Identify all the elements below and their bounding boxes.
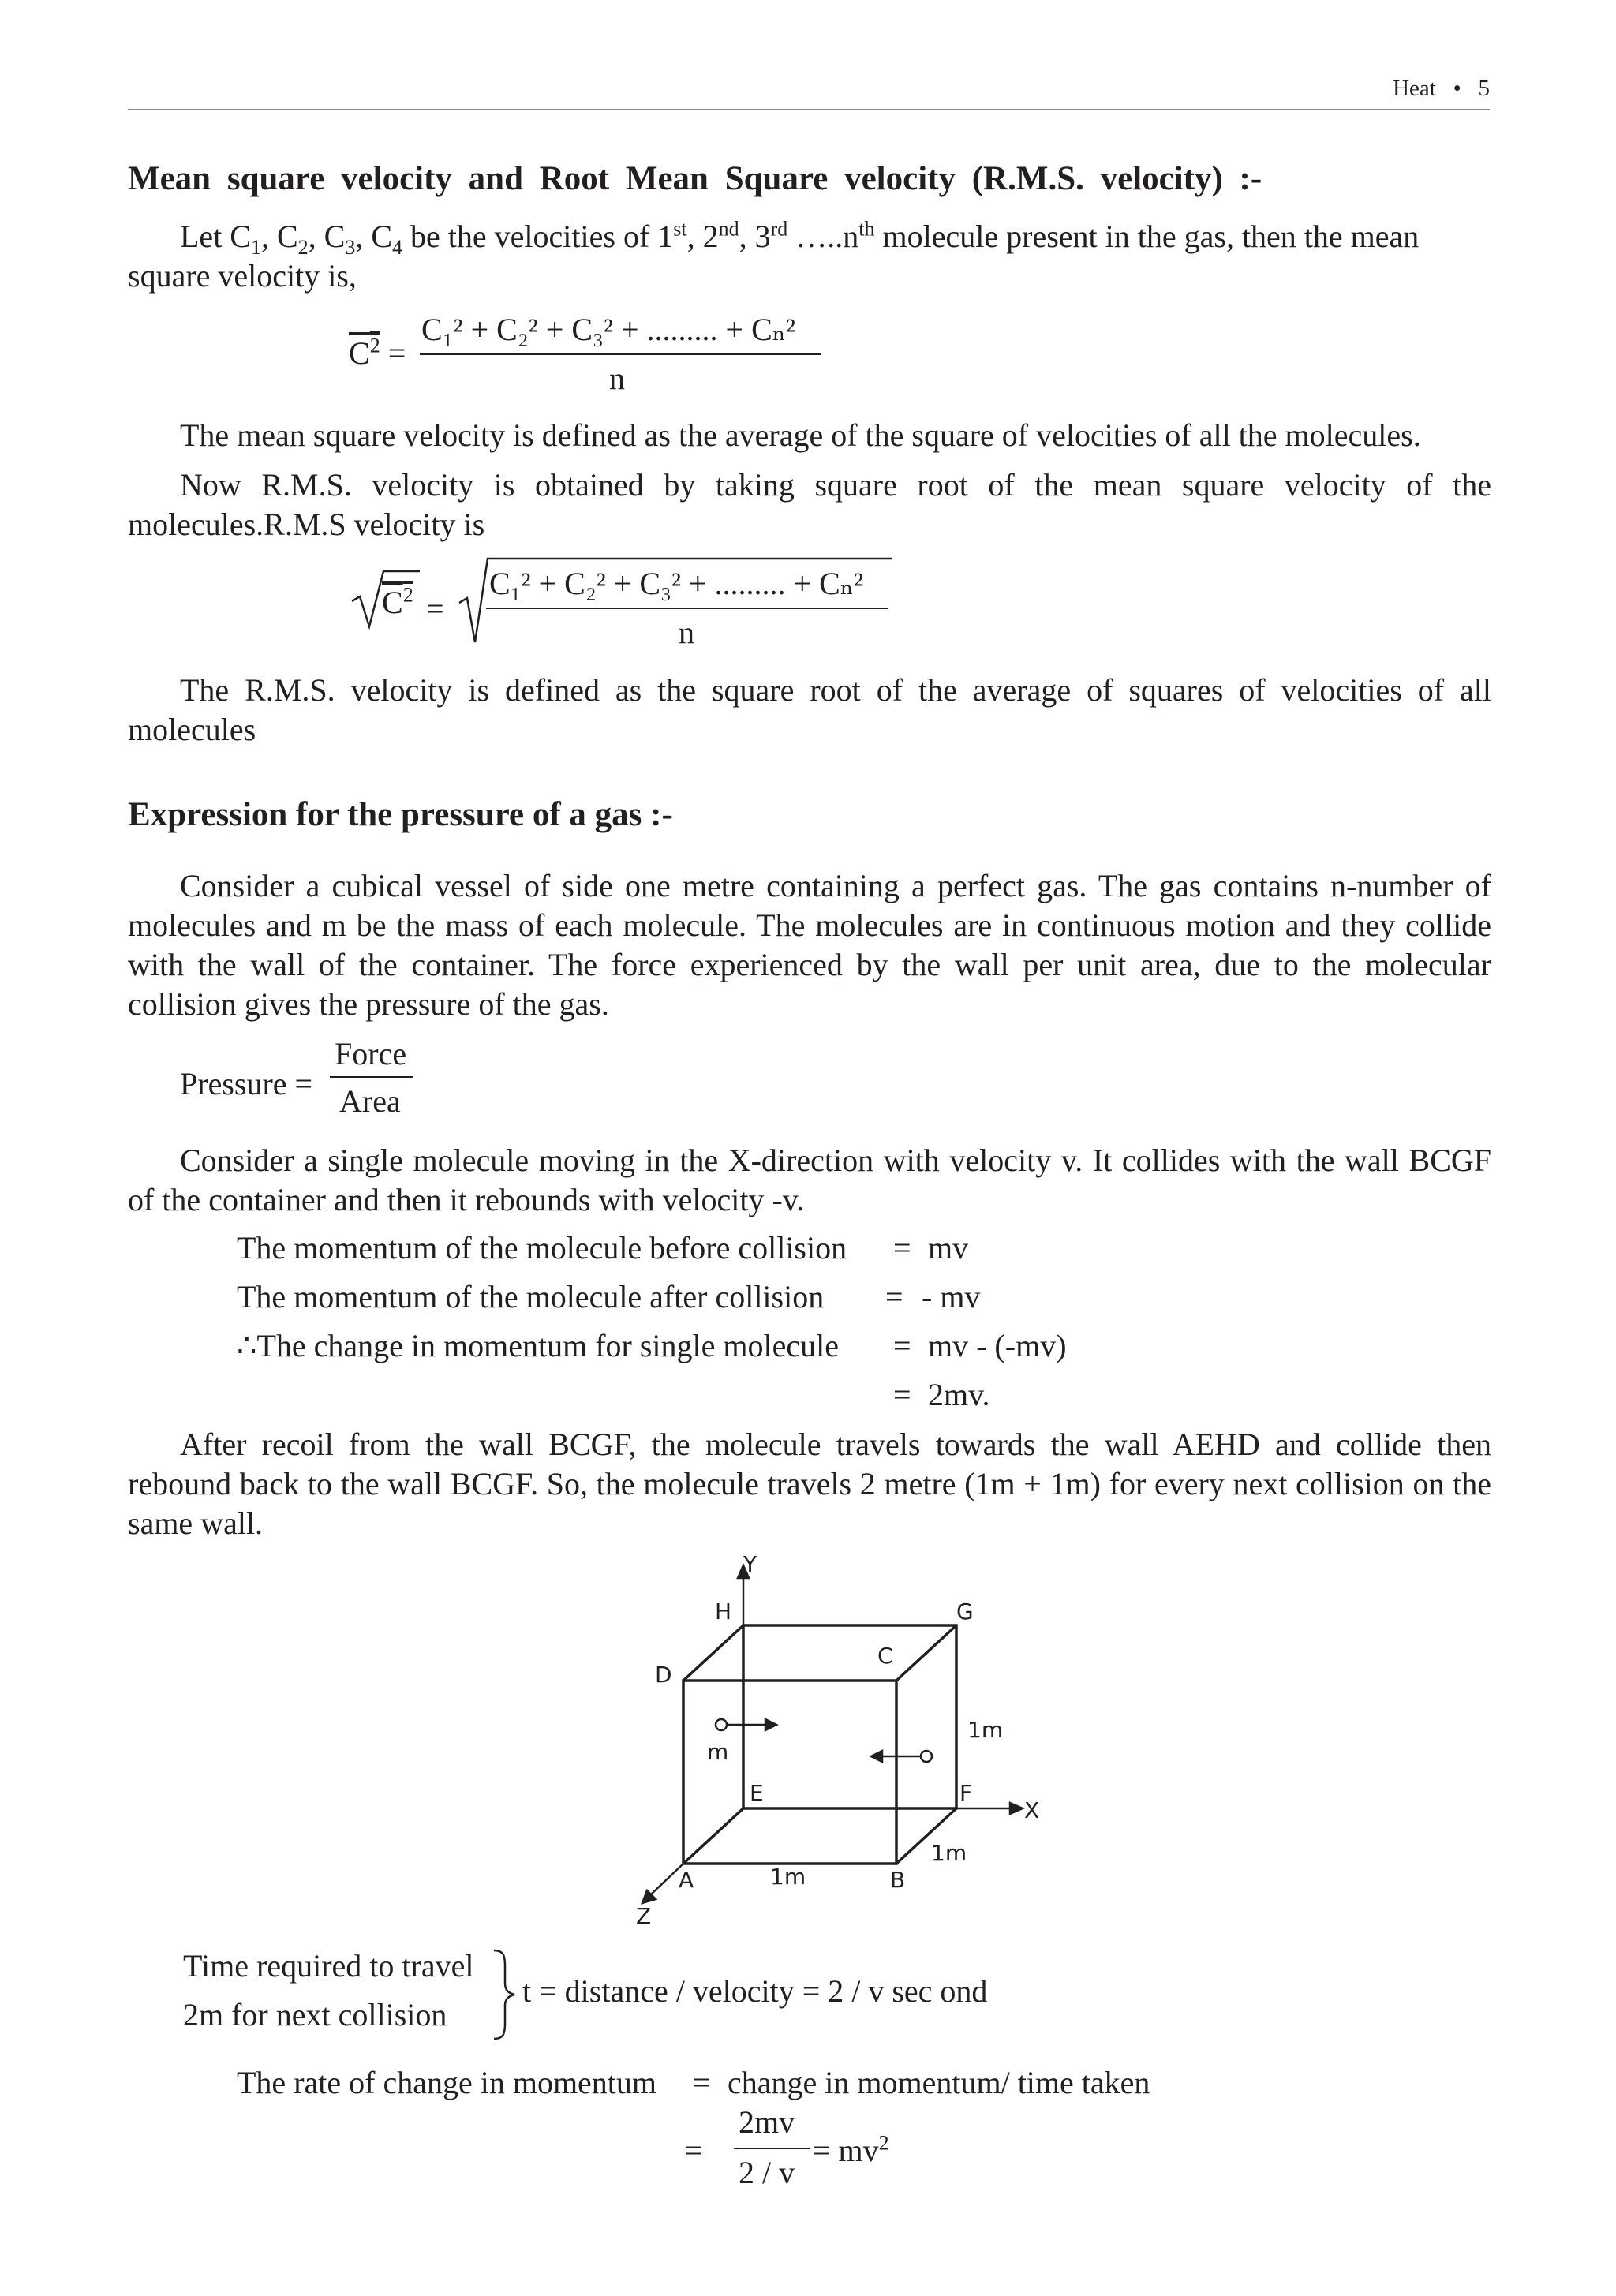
label-Y: Y [743, 1551, 758, 1577]
momentum-change-eq: = [893, 1328, 911, 1363]
eq2-lhs: $C^2$ [382, 583, 413, 620]
header-bullet: • [1453, 76, 1461, 101]
label-Z: Z [636, 1903, 652, 1929]
momentum-change-label: ∴The change in momentum for single molecule [237, 1328, 840, 1363]
eq2-fraction-bar [486, 608, 888, 609]
momentum-change-value2: 2mv. [928, 1377, 990, 1412]
cube-front-face [683, 1681, 896, 1864]
molecule-right-arrow [871, 1751, 882, 1762]
momentum-before-eq: = [893, 1230, 911, 1266]
momentum-change-eq2: = [893, 1377, 911, 1412]
cube-diagram [615, 1546, 1057, 1941]
label-F: F [960, 1780, 973, 1806]
curly-brace [489, 1947, 521, 2042]
rate-value: change in momentum/ time taken [728, 2065, 1150, 2100]
para-mean-square-def: The mean square velocity is defined as the average of the square of velocities of all the molecules. [180, 417, 1421, 453]
section-heading-pressure: Expression for the pressure of a gas :- [128, 796, 673, 833]
momentum-change-value: mv - (-mv) [928, 1328, 1067, 1363]
eq2-numerator: C₁² + C₂² + C₃² + ......... + Cₙ² [489, 566, 864, 601]
label-A: A [679, 1867, 694, 1893]
rate2-denominator: 2 / v [739, 2155, 795, 2190]
time-expression: t = distance / velocity = 2 / v sec ond [522, 1973, 988, 2009]
header-rule [128, 109, 1490, 110]
para-velocities-line1: Let $C_1$, $C_2$, $C_3$, $C_4$ be the velocities of 1st, 2nd, 3rd $\dots..n^{th}$ molecule present in the gas, then the mean [180, 217, 1420, 259]
para-cubical-vessel: Consider a cubical vessel of side one metre containing a perfect gas. The gas contains n-number of molecules and m be the mass of each molecule. The molecules are in continuous motion and they collide with the wall of the container. The force experienced by the wall per unit area, due to the molecular collision gives the pressure of the gas. [128, 868, 1491, 1022]
label-length-front: 1m [931, 1840, 967, 1866]
para-velocities-line2: square velocity is, [128, 258, 357, 294]
molecule-left [716, 1719, 727, 1730]
pressure-denominator: Area [339, 1083, 401, 1119]
label-m: m [707, 1739, 729, 1765]
running-head: Heat [1393, 76, 1436, 101]
rate2-eq: = [685, 2133, 703, 2168]
para-rms-intro: Now R.M.S. velocity is obtained by taking square root of the mean square velocity of the molecules.R.M.S velocity is [128, 467, 1491, 542]
eq1-denominator: n [609, 361, 625, 396]
section-heading-rms: Mean square velocity and Root Mean Square velocity (R.M.S. velocity) :- [128, 160, 1262, 197]
label-C: C [877, 1643, 893, 1669]
para-single-molecule: Consider a single molecule moving in the X-direction with velocity v. It collides with the wall BCGF of the container and then it rebounds with velocity -v. [128, 1142, 1491, 1217]
rate2-rhs: = $mv^2$ [813, 2131, 889, 2168]
momentum-after-value: - mv [922, 1279, 981, 1314]
pressure-fraction-bar [330, 1076, 413, 1078]
cube-back-face [743, 1625, 956, 1808]
label-length-right: 1m [967, 1717, 1004, 1743]
pressure-label: Pressure = [180, 1066, 313, 1101]
eq2-denominator: n [679, 615, 694, 650]
time-label-line2: 2m for next collision [183, 1997, 447, 2032]
label-D: D [655, 1662, 672, 1688]
momentum-before-value: mv [928, 1230, 969, 1266]
label-H: H [715, 1599, 732, 1625]
molecule-left-arrow [765, 1719, 776, 1730]
running-header [1393, 76, 1490, 102]
eq2-equals: = [426, 591, 444, 626]
label-E: E [750, 1780, 764, 1806]
eq1-numerator: C₁² + C₂² + C₃² + ......... + Cₙ² [421, 312, 796, 347]
label-length-bottom: 1m [770, 1864, 806, 1890]
para-rms-def: The R.M.S. velocity is defined as the square root of the average of squares of velocities of all molecules [128, 672, 1491, 747]
eq1-lhs: $C^2$ = [349, 334, 406, 371]
x-axis-arrowhead [1010, 1803, 1023, 1814]
molecule-right [921, 1751, 932, 1762]
para-recoil: After recoil from the wall BCGF, the molecule travels towards the wall AEHD and collide then rebound back to the wall BCGF. So, the molecule travels 2 metre (1m + 1m) for every next collision on the same wall. [128, 1427, 1491, 1541]
time-label-line1: Time required to travel [183, 1948, 474, 1984]
label-B: B [890, 1867, 906, 1893]
rate-label: The rate of change in momentum [237, 2065, 657, 2100]
label-X: X [1024, 1797, 1040, 1823]
page-number: 5 [1478, 76, 1490, 101]
label-G: G [956, 1599, 974, 1625]
rate-eq: = [693, 2065, 711, 2100]
eq1-fraction-bar [420, 353, 821, 355]
momentum-after-label: The momentum of the molecule after collision [237, 1279, 825, 1314]
momentum-after-eq: = [885, 1279, 903, 1314]
rate2-numerator: 2mv [739, 2104, 795, 2140]
momentum-before-label: The momentum of the molecule before collision [237, 1230, 847, 1266]
pressure-numerator: Force [335, 1036, 407, 1071]
rate2-fraction-bar [734, 2148, 810, 2149]
